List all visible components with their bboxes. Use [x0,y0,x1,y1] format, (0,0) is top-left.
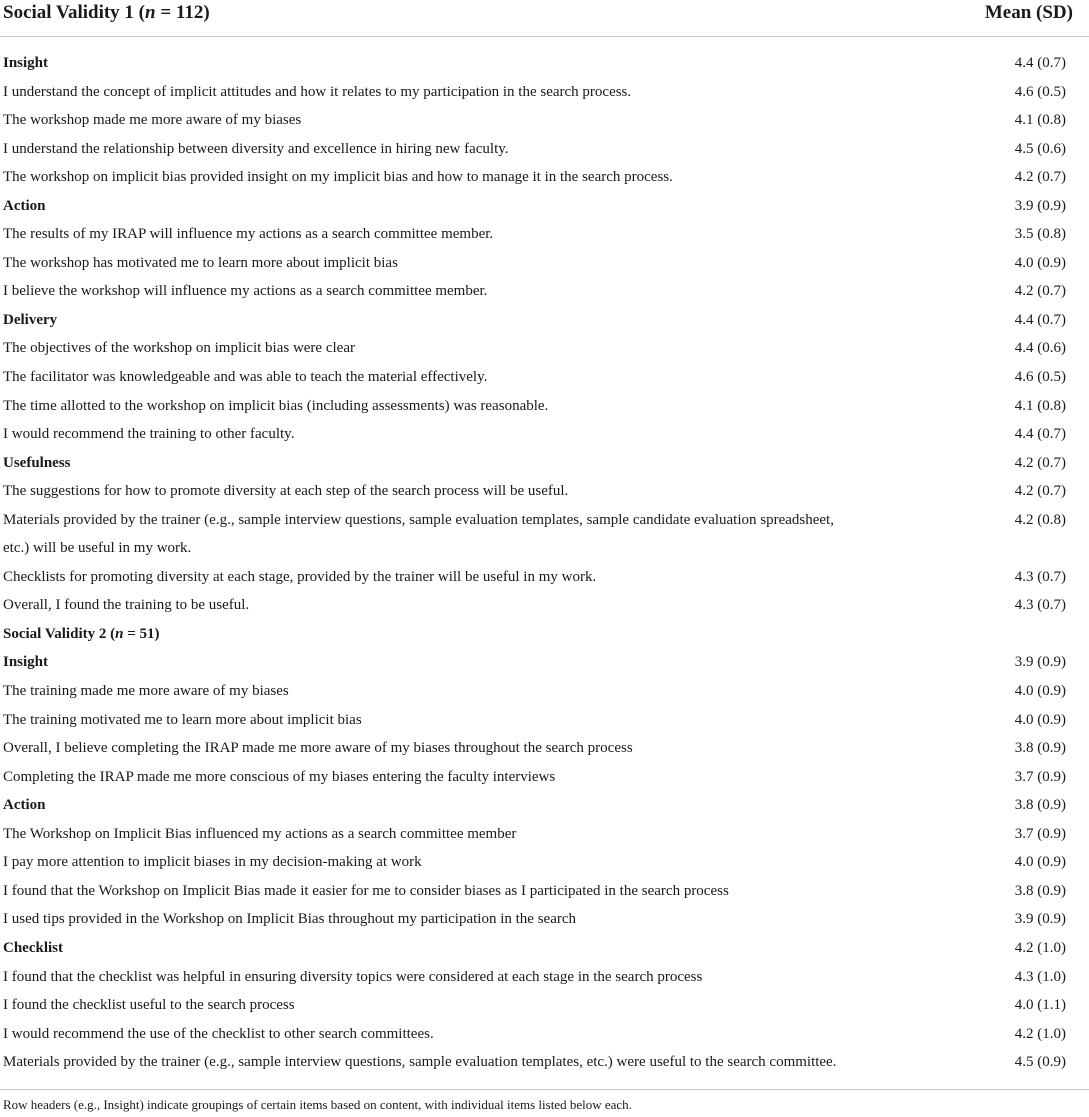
group-row [0,449,1089,478]
table-row [0,78,1089,107]
mean-sd-value: 3.5 (0.8) [1014,226,1066,243]
table-footnote: Row headers (e.g., Insight) indicate groupings of certain items based on content, with individual items listed below each. [3,1097,632,1112]
mean-sd-value: 4.6 (0.5) [1014,83,1066,100]
table-row [0,420,1089,449]
mean-sd-value: 3.8 (0.9) [1014,797,1066,814]
table-row [0,106,1089,135]
item-label: Overall, I found the training to be useful. [3,597,250,614]
mean-sd-value: 4.2 (0.7) [1014,169,1066,186]
group-row [0,648,1089,677]
item-label: The time allotted to the workshop on implicit bias (including assessments) was reasonable. [3,397,549,414]
table-row [0,591,1089,620]
table-row [0,734,1089,763]
item-label: Checklists for promoting diversity at each stage, provided by the trainer will be useful in my work. [3,568,597,585]
table-row [0,905,1089,934]
item-label: I used tips provided in the Workshop on Implicit Bias throughout my participation in the search [3,911,577,928]
mean-sd-value: 4.2 (0.7) [1014,283,1066,300]
group-label: Delivery [3,311,58,328]
mean-sd-value: 4.2 (0.7) [1014,454,1066,471]
table-row [0,163,1089,192]
group-row [0,934,1089,963]
table-row [0,220,1089,249]
section-title: Social Validity 2 (n = 51) [3,625,160,642]
mean-sd-value: 3.7 (0.9) [1014,825,1066,842]
mean-sd-value: 4.0 (0.9) [1014,711,1066,728]
table-row [0,363,1089,392]
mean-sd-value: 4.6 (0.5) [1014,369,1066,386]
section-header-row [0,620,1089,649]
group-row [0,49,1089,78]
group-row [0,192,1089,221]
item-label: The workshop made me more aware of my biases [3,112,302,129]
item-label: The training made me more aware of my biases [3,683,289,700]
table-row [0,1020,1089,1049]
table-row [0,963,1089,992]
mean-sd-value: 3.8 (0.9) [1014,740,1066,757]
mean-sd-value: 4.4 (0.7) [1014,55,1066,71]
table-row [0,392,1089,421]
table-row [0,820,1089,849]
group-label: Action [3,197,46,214]
table-row [0,334,1089,363]
item-label: Completing the IRAP made me more conscious of my biases entering the faculty interviews [3,768,556,785]
mean-sd-value: 3.9 (0.9) [1014,197,1066,214]
mean-sd-value: 4.1 (0.8) [1014,112,1066,129]
table-row [0,249,1089,278]
mean-sd-value: 3.9 (0.9) [1014,654,1066,671]
footnote-divider [0,1089,1089,1090]
mean-sd-value: 4.4 (0.7) [1014,311,1066,328]
mean-sd-value: 4.2 (1.0) [1014,1025,1066,1042]
table-row [0,563,1089,592]
table-row [0,506,1089,563]
item-label: Materials provided by the trainer (e.g., sample interview questions, sample evaluation templates, etc.) were useful to the search committee. [3,1054,837,1071]
mean-sd-value: 4.4 (0.7) [1014,426,1066,443]
mean-sd-value: 4.3 (1.0) [1014,968,1066,985]
group-label: Usefulness [3,454,71,471]
item-label: I found the checklist useful to the search process [3,997,295,1014]
table-row [0,763,1089,792]
item-label: I found that the Workshop on Implicit Bias made it easier for me to consider biases as I participated in the search process [3,882,729,899]
item-label: The workshop on implicit bias provided insight on my implicit bias and how to manage it in the search process. [3,169,673,186]
item-label: The facilitator was knowledgeable and was able to teach the material effectively. [3,369,488,386]
mean-sd-value: 4.2 (1.0) [1014,939,1066,956]
item-label: The Workshop on Implicit Bias influenced my actions as a search committee member [3,825,517,842]
table-row [0,277,1089,306]
item-label: The workshop has motivated me to learn more about implicit bias [3,254,398,271]
item-label: I pay more attention to implicit biases in my decision-making at work [3,854,422,871]
item-label: The suggestions for how to promote diversity at each step of the search process will be useful. [3,483,569,500]
table-row [0,877,1089,906]
item-label: The objectives of the workshop on implicit bias were clear [3,340,355,357]
mean-sd-header: Mean (SD) [984,2,1073,23]
mean-sd-value: 4.5 (0.9) [1014,1054,1066,1071]
item-label: I would recommend the training to other faculty. [3,426,295,443]
mean-sd-value: 4.0 (0.9) [1014,854,1066,871]
item-label: Overall, I believe completing the IRAP made me more aware of my biases throughout the search process [3,740,633,757]
mean-sd-value: 4.5 (0.6) [1014,140,1066,157]
item-label: The results of my IRAP will influence my actions as a search committee member. [3,226,494,243]
mean-sd-value: 3.7 (0.9) [1014,768,1066,785]
item-label: The training motivated me to learn more about implicit bias [3,711,362,728]
mean-sd-value: 4.0 (0.9) [1014,683,1066,700]
item-label: I understand the concept of implicit attitudes and how it relates to my participation in the search process. [3,83,632,100]
item-label: I found that the checklist was helpful in ensuring diversity topics were considered at each stage in the search process [3,968,703,985]
group-label: Checklist [3,939,63,956]
table-title: Social Validity 1 (n = 112) [3,2,210,23]
group-label: Insight [3,654,49,671]
item-label: I believe the workshop will influence my actions as a search committee member. [3,283,488,300]
group-label: Insight [3,55,49,71]
table-row [0,991,1089,1020]
mean-sd-value: 3.9 (0.9) [1014,911,1066,928]
table-row [0,848,1089,877]
mean-sd-value: 4.2 (0.8) [1014,511,1066,528]
mean-sd-value: 4.4 (0.6) [1014,340,1066,357]
mean-sd-value: 4.1 (0.8) [1014,397,1066,414]
item-label: I understand the relationship between diversity and excellence in hiring new faculty. [3,140,509,157]
item-label: I would recommend the use of the checklist to other search committees. [3,1025,434,1042]
group-row [0,306,1089,335]
table-row [0,135,1089,164]
group-row [0,791,1089,820]
mean-sd-value: 4.0 (1.1) [1014,997,1066,1014]
table-header [0,0,1089,37]
n-symbol: n [115,625,124,642]
mean-sd-value: 4.2 (0.7) [1014,483,1066,500]
table-row [0,1048,1089,1077]
item-label: Materials provided by the trainer (e.g., sample interview questions, sample evaluation templates, sample candidate evaluation spreadsheet, etc.) will be useful in my work. [3,511,834,557]
n-symbol: n [145,2,156,23]
mean-sd-value: 4.3 (0.7) [1014,597,1066,614]
table-row [0,677,1089,706]
mean-sd-value: 4.0 (0.9) [1014,254,1066,271]
table-row [0,477,1089,506]
table-body [0,49,1089,1077]
table-row [0,706,1089,735]
group-label: Action [3,797,46,814]
mean-sd-value: 3.8 (0.9) [1014,882,1066,899]
mean-sd-value: 4.3 (0.7) [1014,568,1066,585]
